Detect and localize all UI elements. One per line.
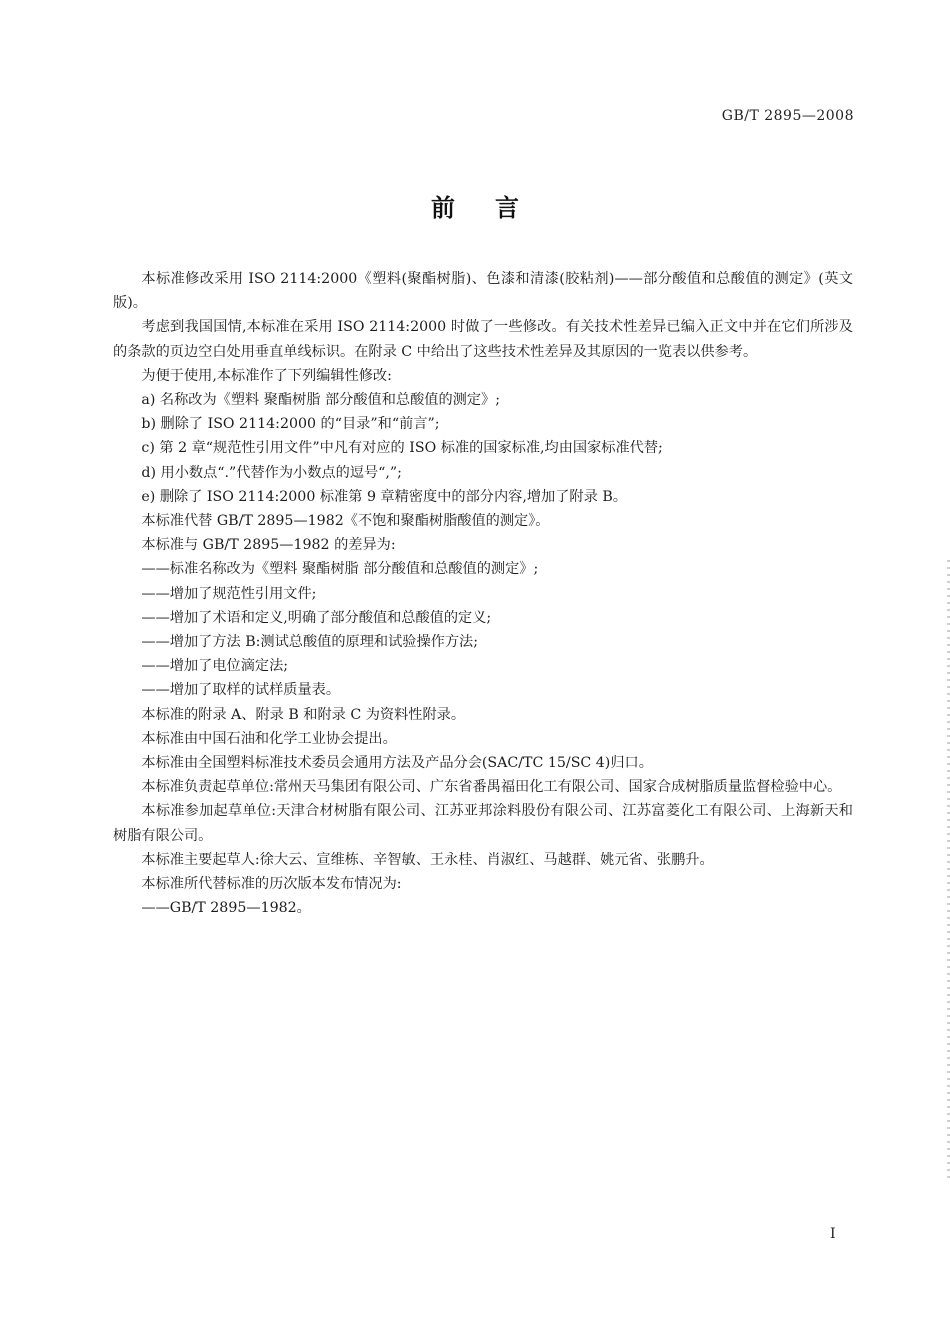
paragraph-centralized-by: 本标准由全国塑料标准技术委员会通用方法及产品分会(SAC/TC 15/SC 4)归口。 bbox=[141, 755, 653, 772]
paragraph-modifications: 考虑到我国国情,本标准在采用 ISO 2114:2000 时做了一些修改。有关技术性差异已编入正文中并在它们所涉及的条款的页边空白处用垂直单线标识。在附录 C 中给出了这些技术性差异及其原因的一览表以供参考。 bbox=[113, 319, 853, 360]
page-title: 前言 bbox=[431, 194, 559, 222]
paragraph-adoption: 本标准修改采用 ISO 2114:2000《塑料(聚酯树脂)、色漆和清漆(胶粘剂)——部分酸值和总酸值的测定》(英文版)。 bbox=[113, 271, 853, 312]
paragraph-responsible-drafters: 本标准负责起草单位:常州天马集团有限公司、广东省番禺福田化工有限公司、国家合成树脂质量监督检验中心。 bbox=[141, 779, 842, 796]
paragraph-proposed-by: 本标准由中国石油和化学工业协会提出。 bbox=[141, 730, 397, 747]
paragraph-editorial-intro: 为便于使用,本标准作了下列编辑性修改: bbox=[141, 367, 392, 384]
dash-item-3: ——增加了术语和定义,明确了部分酸值和总酸值的定义; bbox=[141, 609, 492, 626]
paragraph-replaces: 本标准代替 GB/T 2895—1982《不饱和聚酯树脂酸值的测定》。 bbox=[141, 513, 550, 530]
paragraph-main-drafters: 本标准主要起草人:徐大云、宣维栋、辛智敏、王永桂、肖淑红、马越群、姚元省、张鹏升。 bbox=[141, 851, 714, 868]
paragraph-differences-intro: 本标准与 GB/T 2895—1982 的差异为: bbox=[141, 537, 396, 554]
foreword-body bbox=[113, 267, 853, 920]
dash-item-6: ——增加了取样的试样质量表。 bbox=[141, 682, 341, 699]
list-item-e: e) 删除了 ISO 2114:2000 标准第 9 章精密度中的部分内容,增加了附录 B。 bbox=[141, 488, 627, 505]
standard-code: GB/T 2895—2008 bbox=[721, 108, 854, 124]
page-number: I bbox=[830, 1226, 836, 1242]
list-item-b: b) 删除了 ISO 2114:2000 的“目录”和“前言”; bbox=[141, 416, 440, 433]
dash-item-4: ——增加了方法 B:测试总酸值的原理和试验操作方法; bbox=[141, 634, 479, 651]
dash-item-5: ——增加了电位滴定法; bbox=[141, 658, 289, 675]
dash-item-2: ——增加了规范性引用文件; bbox=[141, 585, 317, 602]
dash-item-1: ——标准名称改为《塑料 聚酯树脂 部分酸值和总酸值的测定》; bbox=[141, 561, 539, 578]
list-item-a: a) 名称改为《塑料 聚酯树脂 部分酸值和总酸值的测定》; bbox=[141, 392, 501, 409]
paragraph-history-intro: 本标准所代替标准的历次版本发布情况为: bbox=[141, 876, 402, 893]
paragraph-annexes: 本标准的附录 A、附录 B 和附录 C 为资料性附录。 bbox=[141, 706, 466, 723]
list-item-d: d) 用小数点“.”代替作为小数点的逗号“,”; bbox=[141, 464, 402, 481]
list-item-c: c) 第 2 章“规范性引用文件”中凡有对应的 ISO 标准的国家标准,均由国家标准代替; bbox=[141, 440, 663, 457]
history-item: ——GB/T 2895—1982。 bbox=[141, 900, 311, 917]
paragraph-participating-drafters: 本标准参加起草单位:天津合材树脂有限公司、江苏亚邦涂料股份有限公司、江苏富菱化工有限公司、上海新天和树脂有限公司。 bbox=[113, 803, 853, 844]
